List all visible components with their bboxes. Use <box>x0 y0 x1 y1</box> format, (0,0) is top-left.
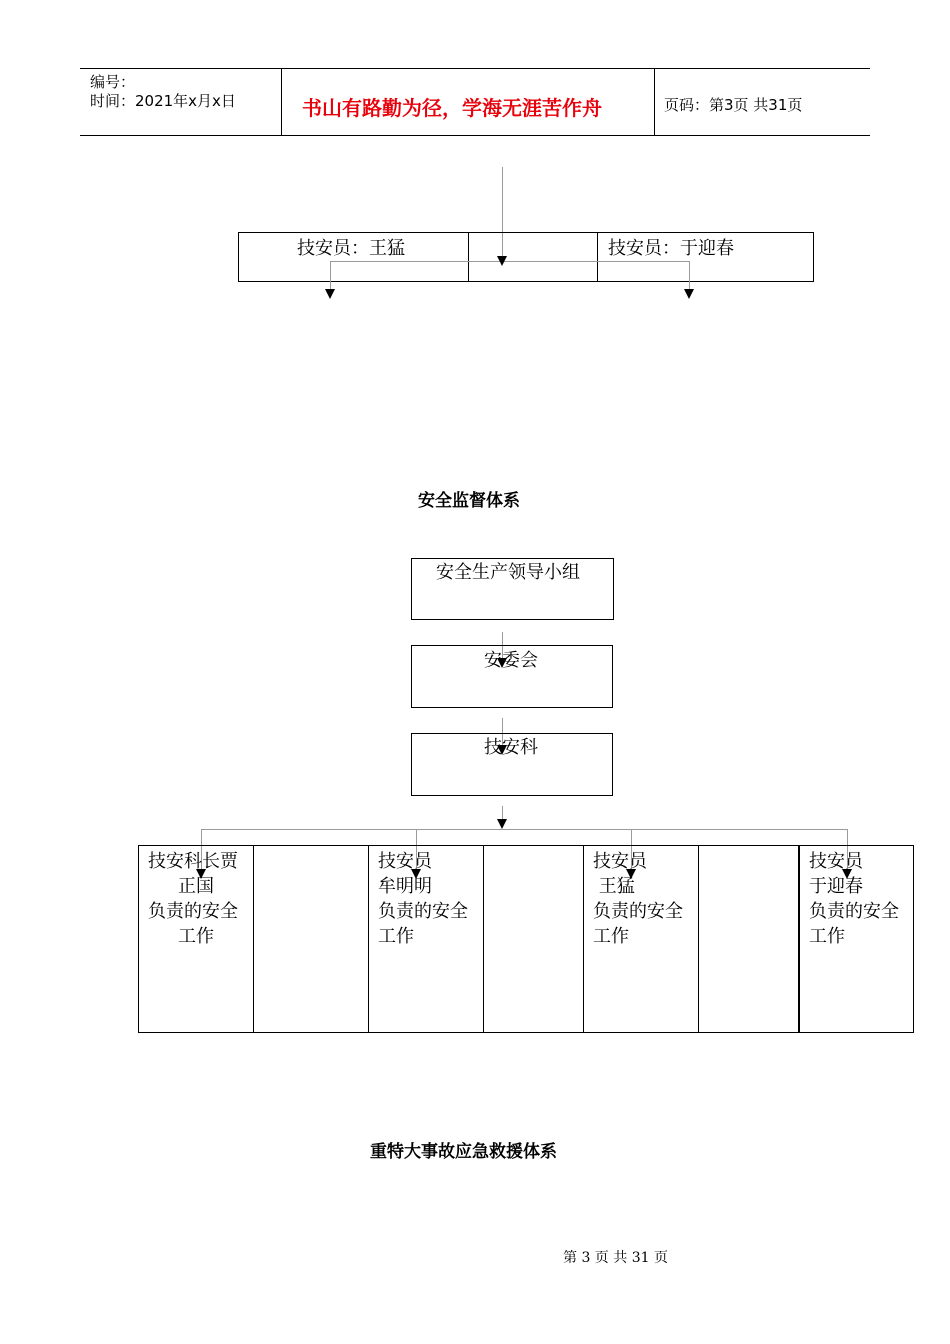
member-duty-cont: 工作 <box>178 926 214 947</box>
document-date: 时间：2021年x月x日 <box>90 92 236 110</box>
spacer-cell <box>253 845 369 1033</box>
arrow-down-icon <box>684 289 694 299</box>
branch-line <box>201 829 848 830</box>
arrow-down-icon <box>497 819 507 829</box>
spacer-cell <box>483 845 584 1033</box>
arrow-down-icon <box>497 658 507 668</box>
section-title-emergency-rescue: 重特大事故应急救援体系 <box>370 1142 557 1162</box>
arrow-down-icon <box>497 256 507 266</box>
page-info: 页码：第3页 共31页 <box>664 96 803 114</box>
org-node-safety-committee-label: 安委会 <box>484 650 538 671</box>
branch-line <box>330 261 690 262</box>
page-footer: 第 3 页 共 31 页 <box>563 1250 668 1266</box>
member-name: 牟明明 <box>378 876 432 897</box>
header-divider-right <box>654 68 655 136</box>
member-duty: 负责的安全 <box>148 901 238 922</box>
arrow-down-icon <box>325 289 335 299</box>
member-duty-cont: 工作 <box>378 926 414 947</box>
member-duty-cont: 工作 <box>593 926 629 947</box>
document-number-label: 编号： <box>90 73 136 91</box>
staff-wangmeng-label: 技安员：王猛 <box>297 238 405 259</box>
member-name: 王猛 <box>593 876 635 897</box>
arrow-down-icon <box>411 869 421 879</box>
staff-yuyingchun-label: 技安员：于迎春 <box>608 238 734 259</box>
org-node-leadership-group-label: 安全生产领导小组 <box>436 562 580 583</box>
member-title: 技安科长贾 <box>148 851 238 872</box>
member-title: 技安员 <box>809 851 863 872</box>
member-name: 正国 <box>178 876 214 897</box>
arrow-down-icon <box>626 869 636 879</box>
spacer-cell <box>698 845 799 1033</box>
member-duty: 负责的安全 <box>809 901 899 922</box>
member-title: 技安员 <box>593 851 647 872</box>
org-node-safety-dept-label: 技安科 <box>484 737 538 758</box>
member-duty: 负责的安全 <box>378 901 468 922</box>
connector-line <box>502 806 503 820</box>
arrow-down-icon <box>196 869 206 879</box>
member-title: 技安员 <box>378 851 432 872</box>
member-duty-cont: 工作 <box>809 926 845 947</box>
header-bottom-rule <box>80 135 870 136</box>
member-duty: 负责的安全 <box>593 901 683 922</box>
arrow-down-icon <box>497 745 507 755</box>
branch-left <box>330 261 331 289</box>
header-motto: 书山有路勤为径，学海无涯苦作舟 <box>302 96 602 120</box>
middle-cell <box>468 232 598 282</box>
branch-right <box>689 261 690 289</box>
header-top-rule <box>80 68 870 69</box>
arrow-down-icon <box>842 869 852 879</box>
section-title-safety-supervision: 安全监督体系 <box>418 491 520 511</box>
member-name: 于迎春 <box>809 876 863 897</box>
header-divider-left <box>281 68 282 136</box>
